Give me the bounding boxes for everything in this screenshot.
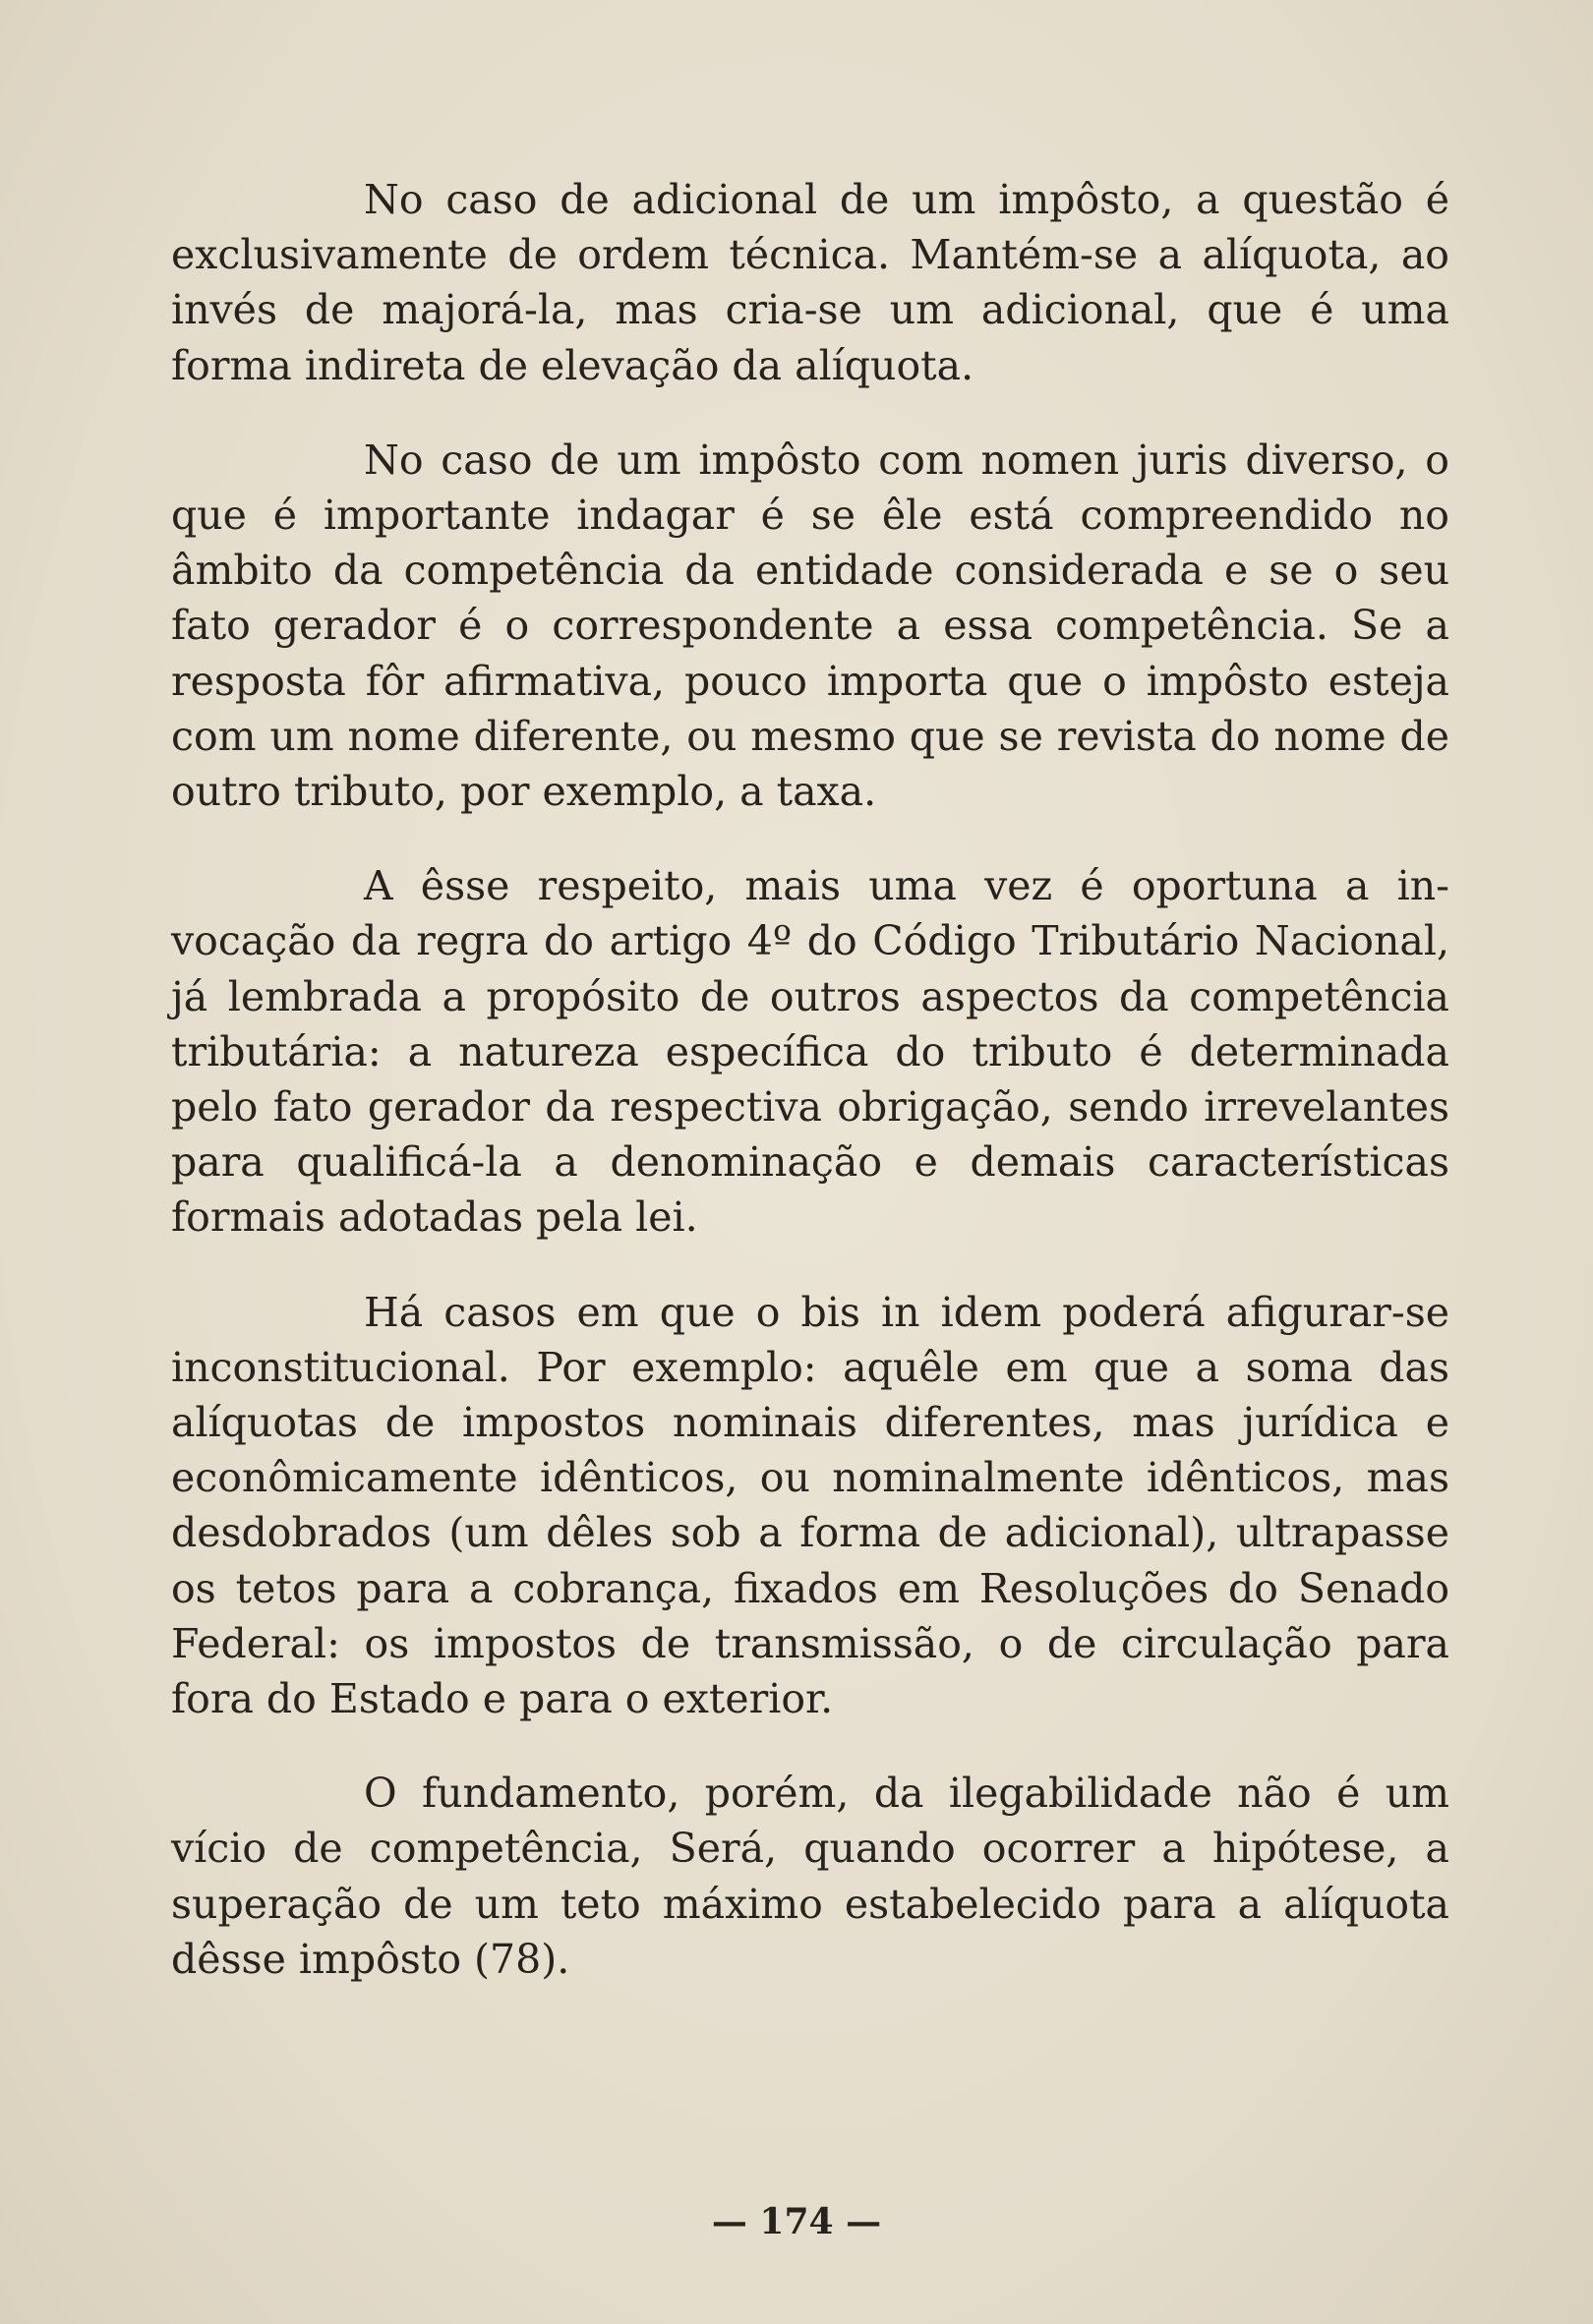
paragraph-2: No caso de um impôsto com nomen juris diverso, o que é importante indagar é se êle está compreendido no âmbito da competência da entidade considerada e se o seu fato gerador é o correspondente a essa competência. Se a resposta fôr afirmativa, pouco importa que o impôsto esteja com um nome diferente, ou mesmo que se revista do nome de outro tributo, por exemplo, a taxa. — [171, 436, 1449, 816]
paragraph-3: A êsse respeito, mais uma vez é oportuna a invocação da regra do artigo 4º do Código Tributário Nacional, já lembrada a propósito de outros aspectos da competência tributária: a natureza específica do tributo é determinada pelo fato gerador da respectiva obrigação, sendo irrevelantes para qualificá-la a denominação e demais características formais adotadas pela lei. — [171, 862, 1449, 1242]
paragraph-1: No caso de adicional de um impôsto, a questão é exclusivamente de ordem técnica. Mantém-se a alíquota, ao invés de majorá-la, mas cria-se um adicional, que é uma forma indireta de elevação da alíquota. — [171, 176, 1449, 389]
body-text — [171, 172, 1449, 1987]
paragraph-5: O fundamento, porém, da ilegabilidade não é um vício de competência, Será, quando ocorrer a hipótese, a superação de um teto máximo estabelecido para a alíquota dêsse impôsto (78). — [171, 1770, 1449, 1983]
page-number: — 174 — — [711, 2201, 882, 2242]
paragraph-4: Há casos em que o bis in idem poderá afigurar-se inconstitucional. Por exemplo: aquêle em que a soma das alíquotas de impostos nominais diferentes, mas jurídica e econômicamente idênticos, ou nominalmente idênticos, mas desdobrados (um dêles sob a forma de adicional), ultrapasse os tetos para a cobrança, fixados em Resoluções do Senado Federal: os impostos de transmissão, o de circulação para fora do Estado e para o exterior. — [171, 1288, 1449, 1723]
